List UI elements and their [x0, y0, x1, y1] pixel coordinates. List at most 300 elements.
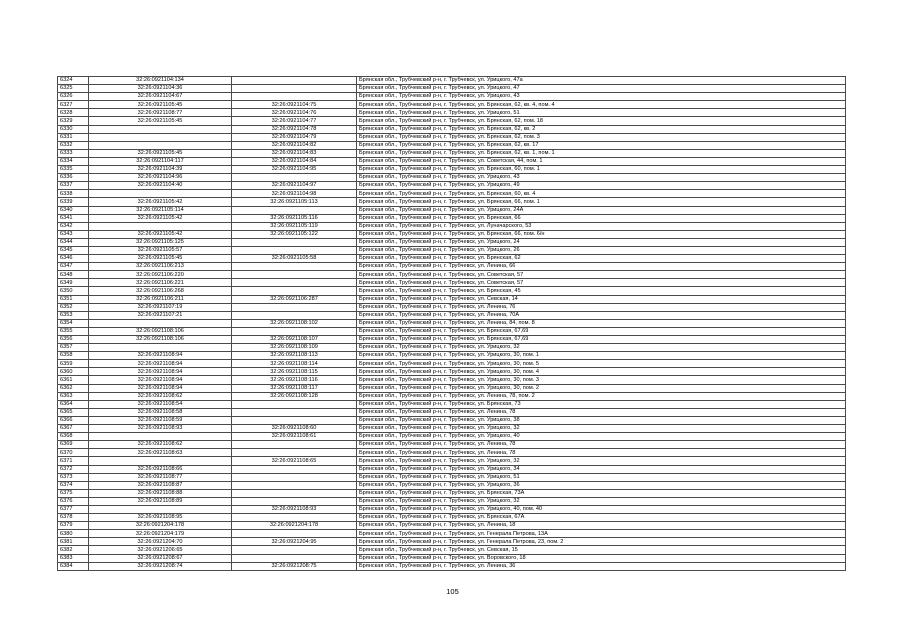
row-number-cell: 6375	[58, 489, 89, 497]
row-number-cell: 6360	[58, 368, 89, 376]
parent-cadastral-number-cell	[232, 497, 357, 505]
cadastral-number-cell	[89, 344, 232, 352]
address-cell: Брянская обл., Трубчевский р-н, г. Трубчевск, ул. Луначарского, 53	[357, 222, 846, 230]
table-row	[58, 206, 846, 214]
address-cell: Брянская обл., Трубчевский р-н, г. Трубчевск, ул. Брянская, 67,69	[357, 336, 846, 344]
row-number-cell: 6347	[58, 263, 89, 271]
row-number-cell: 6359	[58, 360, 89, 368]
address-cell: Брянская обл., Трубчевский р-н, г. Трубчевск, ул. Советская, 57	[357, 271, 846, 279]
parent-cadastral-number-cell: 32:26:0921108:128	[232, 392, 357, 400]
parent-cadastral-number-cell	[232, 400, 357, 408]
address-cell: Брянская обл., Трубчевский р-н, г. Трубчевск, ул. Ленина, 78, пом. 2	[357, 392, 846, 400]
table-row	[58, 287, 846, 295]
address-cell: Брянская обл., Трубчевский р-н, г. Трубчевск, ул. Урицкого, 40, пом. 40	[357, 505, 846, 513]
row-number-cell: 6333	[58, 149, 89, 157]
row-number-cell: 6364	[58, 400, 89, 408]
parent-cadastral-number-cell: 32:26:0921108:109	[232, 344, 357, 352]
address-cell: Брянская обл., Трубчевский р-н, г. Трубчевск, ул. Урицкого, 40	[357, 433, 846, 441]
parent-cadastral-number-cell: 32:26:0921108:116	[232, 376, 357, 384]
cadastral-number-cell: 32:26:0921104:96	[89, 174, 232, 182]
address-cell: Брянская обл., Трубчевский р-н, г. Трубчевск, ул. Брянская, 73	[357, 400, 846, 408]
cadastral-number-cell	[89, 133, 232, 141]
table-row	[58, 327, 846, 335]
row-number-cell: 6332	[58, 141, 89, 149]
table-row	[58, 77, 846, 85]
parent-cadastral-number-cell: 32:26:0921108:60	[232, 425, 357, 433]
table-row	[58, 425, 846, 433]
parent-cadastral-number-cell: 32:26:0921108:93	[232, 505, 357, 513]
row-number-cell: 6334	[58, 157, 89, 165]
parent-cadastral-number-cell	[232, 546, 357, 554]
row-number-cell: 6357	[58, 344, 89, 352]
cadastral-number-cell: 32:26:0921206:65	[89, 546, 232, 554]
address-cell: Брянская обл., Трубчевский р-н, г. Трубчевск, ул. Урицкого, 51	[357, 109, 846, 117]
address-cell: Брянская обл., Трубчевский р-н, г. Трубчевск, ул. Брянская, 62, пом. 18	[357, 117, 846, 125]
address-cell: Брянская обл., Трубчевский р-н, г. Трубчевск, ул. Брянская, 62	[357, 255, 846, 263]
parent-cadastral-number-cell	[232, 554, 357, 562]
address-cell: Брянская обл., Трубчевский р-н, г. Трубчевск, ул. Урицкого, 34	[357, 465, 846, 473]
parent-cadastral-number-cell: 32:26:0921104:76	[232, 109, 357, 117]
cadastral-number-cell: 32:26:0921104:36	[89, 85, 232, 93]
row-number-cell: 6363	[58, 392, 89, 400]
parent-cadastral-number-cell	[232, 85, 357, 93]
cadastral-number-cell: 32:26:0921108:66	[89, 465, 232, 473]
row-number-cell: 6335	[58, 166, 89, 174]
table-row	[58, 408, 846, 416]
row-number-cell: 6341	[58, 214, 89, 222]
address-cell: Брянская обл., Трубчевский р-н, г. Трубчевск, ул. Ленина, 84, пом. 8	[357, 319, 846, 327]
cadastral-number-cell: 32:26:0921108:54	[89, 400, 232, 408]
address-cell: Брянская обл., Трубчевский р-н, г. Трубчевск, ул. Брянская, 60, пом. 1	[357, 166, 846, 174]
cadastral-number-cell: 32:26:0921108:106	[89, 336, 232, 344]
address-cell: Брянская обл., Трубчевский р-н, г. Трубчевск, ул. Урицкого, 30, пом. 1	[357, 352, 846, 360]
address-cell: Брянская обл., Трубчевский р-н, г. Трубчевск, ул. Урицкого, 32	[357, 457, 846, 465]
parent-cadastral-number-cell: 32:26:0921208:75	[232, 562, 357, 570]
cadastral-number-cell: 32:26:0921106:221	[89, 279, 232, 287]
parent-cadastral-number-cell: 32:26:0921106:287	[232, 295, 357, 303]
row-number-cell: 6331	[58, 133, 89, 141]
parent-cadastral-number-cell: 32:26:0921104:83	[232, 149, 357, 157]
cadastral-number-cell: 32:26:0921107:21	[89, 311, 232, 319]
cadastral-number-cell: 32:26:0921106:213	[89, 263, 232, 271]
register-table-body	[58, 77, 846, 571]
table-row	[58, 360, 846, 368]
row-number-cell: 6353	[58, 311, 89, 319]
parent-cadastral-number-cell	[232, 441, 357, 449]
cadastral-number-cell: 32:26:0921108:58	[89, 408, 232, 416]
address-cell: Брянская обл., Трубчевский р-н, г. Трубчевск, ул. Урицкого, 43	[357, 174, 846, 182]
address-cell: Брянская обл., Трубчевский р-н, г. Трубчевск, ул. Ленина, 78	[357, 408, 846, 416]
cadastral-number-cell: 32:26:0921106:211	[89, 295, 232, 303]
table-row	[58, 344, 846, 352]
cadastral-number-cell	[89, 433, 232, 441]
table-row	[58, 133, 846, 141]
parent-cadastral-number-cell: 32:26:0921204:95	[232, 538, 357, 546]
register-table	[57, 76, 846, 571]
row-number-cell: 6325	[58, 85, 89, 93]
table-row	[58, 352, 846, 360]
table-row	[58, 465, 846, 473]
cadastral-number-cell: 32:26:0921108:94	[89, 376, 232, 384]
address-cell: Брянская обл., Трубчевский р-н, г. Трубчевск, ул. Севская, 14	[357, 295, 846, 303]
parent-cadastral-number-cell: 32:26:0921104:98	[232, 190, 357, 198]
address-cell: Брянская обл., Трубчевский р-н, г. Трубчевск, ул. Брянская, 73А	[357, 489, 846, 497]
table-row	[58, 311, 846, 319]
parent-cadastral-number-cell	[232, 449, 357, 457]
table-row	[58, 497, 846, 505]
row-number-cell: 6336	[58, 174, 89, 182]
cadastral-number-cell: 32:26:0921108:93	[89, 425, 232, 433]
parent-cadastral-number-cell	[232, 530, 357, 538]
row-number-cell: 6345	[58, 246, 89, 254]
parent-cadastral-number-cell: 32:26:0921105:58	[232, 255, 357, 263]
row-number-cell: 6348	[58, 271, 89, 279]
cadastral-number-cell: 32:26:0921108:94	[89, 360, 232, 368]
table-row	[58, 546, 846, 554]
row-number-cell: 6377	[58, 505, 89, 513]
cadastral-number-cell: 32:26:0921105:45	[89, 101, 232, 109]
address-cell: Брянская обл., Трубчевский р-н, г. Трубчевск, ул. Урицкого, 51	[357, 473, 846, 481]
cadastral-number-cell: 32:26:0921108:77	[89, 109, 232, 117]
address-cell: Брянская обл., Трубчевский р-н, г. Трубчевск, ул. Советская, 57	[357, 279, 846, 287]
address-cell: Брянская обл., Трубчевский р-н, г. Трубчевск, ул. Ленина, 76	[357, 303, 846, 311]
table-row	[58, 538, 846, 546]
address-cell: Брянская обл., Трубчевский р-н, г. Трубчевск, ул. Брянская, 62, кв. 2	[357, 125, 846, 133]
parent-cadastral-number-cell: 32:26:0921105:122	[232, 230, 357, 238]
table-row	[58, 238, 846, 246]
table-row	[58, 141, 846, 149]
table-row	[58, 149, 846, 157]
row-number-cell: 6338	[58, 190, 89, 198]
row-number-cell: 6346	[58, 255, 89, 263]
row-number-cell: 6356	[58, 336, 89, 344]
table-row	[58, 166, 846, 174]
address-cell: Брянская обл., Трубчевский р-н, г. Трубчевск, ул. Брянская, 67,69	[357, 327, 846, 335]
parent-cadastral-number-cell	[232, 473, 357, 481]
table-row	[58, 230, 846, 238]
row-number-cell: 6358	[58, 352, 89, 360]
address-cell: Брянская обл., Трубчевский р-н, г. Трубчевск, ул. Брянская, 62, кв. 17	[357, 141, 846, 149]
table-row	[58, 279, 846, 287]
table-row	[58, 384, 846, 392]
address-cell: Брянская обл., Трубчевский р-н, г. Трубчевск, ул. Ленина, 66	[357, 263, 846, 271]
table-row	[58, 336, 846, 344]
parent-cadastral-number-cell	[232, 408, 357, 416]
row-number-cell: 6365	[58, 408, 89, 416]
row-number-cell: 6381	[58, 538, 89, 546]
table-row	[58, 522, 846, 530]
table-row	[58, 457, 846, 465]
table-row	[58, 190, 846, 198]
parent-cadastral-number-cell: 32:26:0921104:95	[232, 166, 357, 174]
parent-cadastral-number-cell: 32:26:0921104:84	[232, 157, 357, 165]
address-cell: Брянская обл., Трубчевский р-н, г. Трубчевск, ул. Урицкого, 36	[357, 481, 846, 489]
row-number-cell: 6326	[58, 93, 89, 101]
row-number-cell: 6369	[58, 441, 89, 449]
parent-cadastral-number-cell: 32:26:0921105:119	[232, 222, 357, 230]
parent-cadastral-number-cell	[232, 93, 357, 101]
cadastral-number-cell: 32:26:0921106:220	[89, 271, 232, 279]
cadastral-number-cell: 32:26:0921104:67	[89, 93, 232, 101]
address-cell: Брянская обл., Трубчевский р-н, г. Трубчевск, ул. Урицкого, 47	[357, 85, 846, 93]
parent-cadastral-number-cell: 32:26:0921108:117	[232, 384, 357, 392]
row-number-cell: 6370	[58, 449, 89, 457]
parent-cadastral-number-cell: 32:26:0921105:113	[232, 198, 357, 206]
row-number-cell: 6366	[58, 416, 89, 424]
parent-cadastral-number-cell	[232, 279, 357, 287]
cadastral-number-cell	[89, 457, 232, 465]
parent-cadastral-number-cell	[232, 263, 357, 271]
address-cell: Брянская обл., Трубчевский р-н, г. Трубчевск, ул. Урицкого, 30, пом. 2	[357, 384, 846, 392]
address-cell: Брянская обл., Трубчевский р-н, г. Трубчевск, ул. Ленина, 18	[357, 522, 846, 530]
cadastral-number-cell: 32:26:0921105:45	[89, 255, 232, 263]
address-cell: Брянская обл., Трубчевский р-н, г. Трубчевск, ул. Брянская, 60, кв. 4	[357, 190, 846, 198]
cadastral-number-cell: 32:26:0921108:59	[89, 416, 232, 424]
table-row	[58, 505, 846, 513]
table-row	[58, 392, 846, 400]
address-cell: Брянская обл., Трубчевский р-н, г. Трубчевск, ул. Урицкого, 24А	[357, 206, 846, 214]
table-row	[58, 295, 846, 303]
row-number-cell: 6368	[58, 433, 89, 441]
row-number-cell: 6378	[58, 514, 89, 522]
parent-cadastral-number-cell: 32:26:0921108:102	[232, 319, 357, 327]
parent-cadastral-number-cell	[232, 238, 357, 246]
table-row	[58, 157, 846, 165]
table-row	[58, 85, 846, 93]
cadastral-number-cell	[89, 319, 232, 327]
row-number-cell: 6379	[58, 522, 89, 530]
cadastral-number-cell: 32:26:0921105:42	[89, 214, 232, 222]
row-number-cell: 6355	[58, 327, 89, 335]
parent-cadastral-number-cell: 32:26:0921108:65	[232, 457, 357, 465]
table-row	[58, 514, 846, 522]
cadastral-number-cell: 32:26:0921108:94	[89, 368, 232, 376]
address-cell: Брянская обл., Трубчевский р-н, г. Трубчевск, ул. Брянская, 66, пом. 1	[357, 198, 846, 206]
parent-cadastral-number-cell	[232, 481, 357, 489]
row-number-cell: 6367	[58, 425, 89, 433]
table-row	[58, 433, 846, 441]
row-number-cell: 6361	[58, 376, 89, 384]
parent-cadastral-number-cell: 32:26:0921108:107	[232, 336, 357, 344]
table-row	[58, 319, 846, 327]
row-number-cell: 6382	[58, 546, 89, 554]
table-row	[58, 554, 846, 562]
row-number-cell: 6351	[58, 295, 89, 303]
cadastral-number-cell: 32:26:0921106:268	[89, 287, 232, 295]
address-cell: Брянская обл., Трубчевский р-н, г. Трубчевск, ул. Генерала Петрова, 13А	[357, 530, 846, 538]
address-cell: Брянская обл., Трубчевский р-н, г. Трубчевск, ул. Брянская, 67А	[357, 514, 846, 522]
address-cell: Брянская обл., Трубчевский р-н, г. Трубчевск, ул. Советская, 44, пом. 1	[357, 157, 846, 165]
row-number-cell: 6352	[58, 303, 89, 311]
table-row	[58, 214, 846, 222]
parent-cadastral-number-cell	[232, 327, 357, 335]
table-row	[58, 263, 846, 271]
table-row	[58, 182, 846, 190]
cadastral-number-cell: 32:26:0921204:179	[89, 530, 232, 538]
cadastral-number-cell: 32:26:0921108:89	[89, 497, 232, 505]
table-row	[58, 368, 846, 376]
parent-cadastral-number-cell	[232, 246, 357, 254]
table-row	[58, 117, 846, 125]
parent-cadastral-number-cell: 32:26:0921105:116	[232, 214, 357, 222]
page-number: 105	[446, 587, 459, 596]
cadastral-number-cell	[89, 125, 232, 133]
table-row	[58, 174, 846, 182]
cadastral-number-cell: 32:26:0921108:106	[89, 327, 232, 335]
address-cell: Брянская обл., Трубчевский р-н, г. Трубчевск, ул. Урицкого, 38	[357, 416, 846, 424]
cadastral-number-cell: 32:26:0921108:62	[89, 441, 232, 449]
parent-cadastral-number-cell: 32:26:0921104:77	[232, 117, 357, 125]
cadastral-number-cell: 32:26:0921208:67	[89, 554, 232, 562]
row-number-cell: 6374	[58, 481, 89, 489]
row-number-cell: 6330	[58, 125, 89, 133]
table-row	[58, 109, 846, 117]
address-cell: Брянская обл., Трубчевский р-н, г. Трубчевск, ул. Урицкого, 43	[357, 93, 846, 101]
row-number-cell: 6340	[58, 206, 89, 214]
parent-cadastral-number-cell	[232, 465, 357, 473]
row-number-cell: 6324	[58, 77, 89, 85]
table-row	[58, 489, 846, 497]
parent-cadastral-number-cell	[232, 271, 357, 279]
cadastral-number-cell: 32:26:0921105:42	[89, 230, 232, 238]
row-number-cell: 6343	[58, 230, 89, 238]
parent-cadastral-number-cell: 32:26:0921108:61	[232, 433, 357, 441]
parent-cadastral-number-cell	[232, 77, 357, 85]
address-cell: Брянская обл., Трубчевский р-н, г. Трубчевск, ул. Урицкого, 30, пом. 3	[357, 376, 846, 384]
parent-cadastral-number-cell	[232, 303, 357, 311]
parent-cadastral-number-cell	[232, 287, 357, 295]
cadastral-number-cell: 32:26:0921107:19	[89, 303, 232, 311]
parent-cadastral-number-cell: 32:26:0921104:78	[232, 125, 357, 133]
cadastral-number-cell: 32:26:0921104:40	[89, 182, 232, 190]
address-cell: Брянская обл., Трубчевский р-н, г. Трубчевск, ул. Севская, 15	[357, 546, 846, 554]
cadastral-number-cell: 32:26:0921105:45	[89, 149, 232, 157]
address-cell: Брянская обл., Трубчевский р-н, г. Трубчевск, ул. Брянская, 45	[357, 287, 846, 295]
cadastral-number-cell: 32:26:0921105:42	[89, 198, 232, 206]
cadastral-number-cell: 32:26:0921108:63	[89, 449, 232, 457]
table-row	[58, 246, 846, 254]
address-cell: Брянская обл., Трубчевский р-н, г. Трубчевск, ул. Урицкого, 49	[357, 182, 846, 190]
table-row	[58, 198, 846, 206]
cadastral-number-cell: 32:26:0921104:134	[89, 77, 232, 85]
address-cell: Брянская обл., Трубчевский р-н, г. Трубчевск, ул. Ленина, 78	[357, 449, 846, 457]
parent-cadastral-number-cell: 32:26:0921104:82	[232, 141, 357, 149]
row-number-cell: 6344	[58, 238, 89, 246]
cadastral-number-cell	[89, 505, 232, 513]
table-row	[58, 481, 846, 489]
address-cell: Брянская обл., Трубчевский р-н, г. Трубчевск, ул. Ленина, 78	[357, 441, 846, 449]
parent-cadastral-number-cell: 32:26:0921204:178	[232, 522, 357, 530]
table-row	[58, 400, 846, 408]
cadastral-number-cell: 32:26:0921104:117	[89, 157, 232, 165]
parent-cadastral-number-cell	[232, 416, 357, 424]
address-cell: Брянская обл., Трубчевский р-н, г. Трубчевск, ул. Воровского, 18	[357, 554, 846, 562]
cadastral-number-cell: 32:26:0921108:77	[89, 473, 232, 481]
address-cell: Брянская обл., Трубчевский р-н, г. Трубчевск, ул. Урицкого, 26	[357, 246, 846, 254]
cadastral-number-cell: 32:26:0921108:62	[89, 392, 232, 400]
row-number-cell: 6384	[58, 562, 89, 570]
cadastral-number-cell: 32:26:0921108:87	[89, 481, 232, 489]
cadastral-number-cell: 32:26:0921204:178	[89, 522, 232, 530]
parent-cadastral-number-cell	[232, 311, 357, 319]
address-cell: Брянская обл., Трубчевский р-н, г. Трубчевск, ул. Брянская, 66	[357, 214, 846, 222]
table-row	[58, 376, 846, 384]
table-row	[58, 255, 846, 263]
parent-cadastral-number-cell	[232, 206, 357, 214]
cadastral-number-cell: 32:26:0921108:95	[89, 514, 232, 522]
cadastral-number-cell: 32:26:0921108:88	[89, 489, 232, 497]
address-cell: Брянская обл., Трубчевский р-н, г. Трубчевск, ул. Урицкого, 24	[357, 238, 846, 246]
table-row	[58, 562, 846, 570]
cadastral-number-cell: 32:26:0921108:94	[89, 352, 232, 360]
cadastral-number-cell	[89, 141, 232, 149]
address-cell: Брянская обл., Трубчевский р-н, г. Трубчевск, ул. Урицкого, 47а	[357, 77, 846, 85]
address-cell: Брянская обл., Трубчевский р-н, г. Трубчевск, ул. Урицкого, 30, пом. 5	[357, 360, 846, 368]
table-row	[58, 93, 846, 101]
address-cell: Брянская обл., Трубчевский р-н, г. Трубчевск, ул. Брянская, 62, кв. 1, пом. 1	[357, 149, 846, 157]
table-row	[58, 101, 846, 109]
cadastral-number-cell: 32:26:0921105:125	[89, 238, 232, 246]
row-number-cell: 6339	[58, 198, 89, 206]
parent-cadastral-number-cell	[232, 174, 357, 182]
parent-cadastral-number-cell: 32:26:0921104:75	[232, 101, 357, 109]
address-cell: Брянская обл., Трубчевский р-н, г. Трубчевск, ул. Ленина, 36	[357, 562, 846, 570]
cadastral-number-cell: 32:26:0921105:45	[89, 117, 232, 125]
table-row	[58, 449, 846, 457]
parent-cadastral-number-cell	[232, 489, 357, 497]
address-cell: Брянская обл., Трубчевский р-н, г. Трубчевск, ул. Урицкого, 30, пом. 4	[357, 368, 846, 376]
cadastral-number-cell: 32:26:0921204:70	[89, 538, 232, 546]
table-row	[58, 222, 846, 230]
address-cell: Брянская обл., Трубчевский р-н, г. Трубчевск, ул. Генерала Петрова, 23, пом. 2	[357, 538, 846, 546]
row-number-cell: 6373	[58, 473, 89, 481]
table-row	[58, 416, 846, 424]
cadastral-number-cell	[89, 222, 232, 230]
row-number-cell: 6376	[58, 497, 89, 505]
table-row	[58, 441, 846, 449]
cadastral-number-cell: 32:26:0921105:57	[89, 246, 232, 254]
row-number-cell: 6371	[58, 457, 89, 465]
row-number-cell: 6362	[58, 384, 89, 392]
row-number-cell: 6349	[58, 279, 89, 287]
parent-cadastral-number-cell: 32:26:0921108:113	[232, 352, 357, 360]
address-cell: Брянская обл., Трубчевский р-н, г. Трубчевск, ул. Ленина, 70А	[357, 311, 846, 319]
table-row	[58, 303, 846, 311]
cadastral-number-cell: 32:26:0921105:114	[89, 206, 232, 214]
row-number-cell: 6383	[58, 554, 89, 562]
row-number-cell: 6328	[58, 109, 89, 117]
address-cell: Брянская обл., Трубчевский р-н, г. Трубчевск, ул. Урицкого, 32	[357, 425, 846, 433]
address-cell: Брянская обл., Трубчевский р-н, г. Трубчевск, ул. Урицкого, 32	[357, 497, 846, 505]
table-row	[58, 271, 846, 279]
row-number-cell: 6372	[58, 465, 89, 473]
row-number-cell: 6354	[58, 319, 89, 327]
row-number-cell: 6380	[58, 530, 89, 538]
parent-cadastral-number-cell: 32:26:0921104:97	[232, 182, 357, 190]
cadastral-number-cell: 32:26:0921208:74	[89, 562, 232, 570]
parent-cadastral-number-cell	[232, 514, 357, 522]
row-number-cell: 6342	[58, 222, 89, 230]
row-number-cell: 6327	[58, 101, 89, 109]
row-number-cell: 6350	[58, 287, 89, 295]
table-row	[58, 473, 846, 481]
address-cell: Брянская обл., Трубчевский р-н, г. Трубчевск, ул. Брянская, 66, пом. 6/н	[357, 230, 846, 238]
table-row	[58, 530, 846, 538]
address-cell: Брянская обл., Трубчевский р-н, г. Трубчевск, ул. Брянская, 62, кв. 4, пом. 4	[357, 101, 846, 109]
table-row	[58, 125, 846, 133]
parent-cadastral-number-cell: 32:26:0921108:115	[232, 368, 357, 376]
row-number-cell: 6337	[58, 182, 89, 190]
